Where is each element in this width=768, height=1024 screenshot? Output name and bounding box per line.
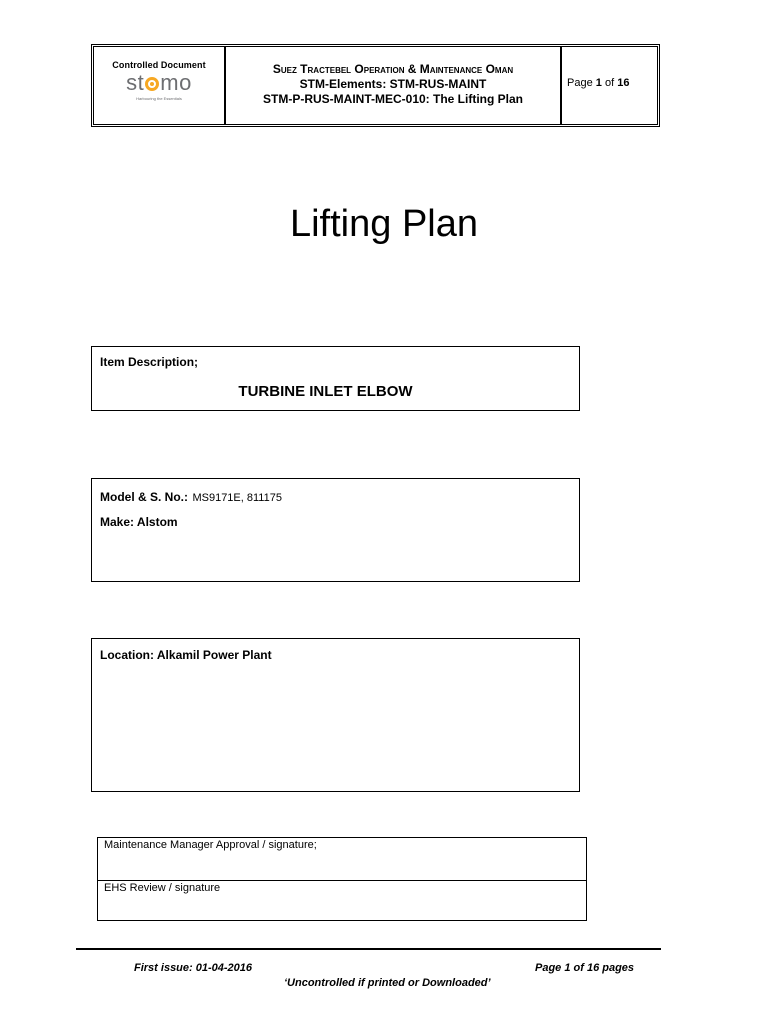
make-value: Alstom <box>136 515 178 529</box>
logo-text-start: st <box>126 70 145 95</box>
logo-text-end: mo <box>160 70 192 95</box>
item-description-value <box>92 383 579 400</box>
company-name: Suez Tractebel Operation & Maintenance Oman <box>272 62 514 76</box>
item-description-label: Item Description; <box>100 355 199 369</box>
manager-approval-label: Maintenance Manager Approval / signature; <box>104 839 317 851</box>
header-title-cell <box>226 47 562 124</box>
page-title: Lifting Plan <box>289 203 478 245</box>
model-label: Model & S. No.: <box>100 490 188 504</box>
location-label: Location: <box>100 648 154 662</box>
model-line <box>100 488 282 506</box>
item-description-box <box>91 346 580 411</box>
page-number-cell <box>562 47 657 124</box>
location-value: Alkamil Power Plant <box>156 648 272 662</box>
logo-circle-icon <box>145 77 159 91</box>
stm-elements: STM-Elements: STM-RUS-MAINT <box>299 77 487 91</box>
controlled-document-label: Controlled Document <box>112 60 206 70</box>
document-header <box>91 44 660 127</box>
uncontrolled-notice: ‘Uncontrolled if printed or Downloaded’ <box>284 977 491 989</box>
make-label: Make: <box>100 515 135 529</box>
page-of: of <box>604 77 615 89</box>
location-line <box>100 648 272 662</box>
document-reference: STM-P-RUS-MAINT-MEC-010: The Lifting Plan <box>263 92 523 106</box>
page-prefix: Page <box>567 77 593 89</box>
page-total: 16 <box>617 77 630 89</box>
stomo-logo <box>94 72 224 94</box>
item-description-text: TURBINE INLET ELBOW <box>238 383 413 400</box>
ehs-review-label: EHS Review / signature <box>104 882 221 894</box>
make-line <box>100 515 178 529</box>
approval-table <box>97 837 587 921</box>
footer-page-info: Page 1 of 16 pages <box>535 962 635 974</box>
model-value: MS9171E, 811175 <box>192 492 282 504</box>
logo-cell <box>94 47 226 124</box>
logo-tagline: Harbouring the Essentials <box>136 96 182 101</box>
footer-divider <box>76 948 661 950</box>
page-current: 1 <box>595 77 602 89</box>
first-issue: First issue: 01-04-2016 <box>134 962 253 974</box>
manager-approval-row <box>98 838 586 881</box>
model-box <box>91 478 580 582</box>
location-box <box>91 638 580 792</box>
